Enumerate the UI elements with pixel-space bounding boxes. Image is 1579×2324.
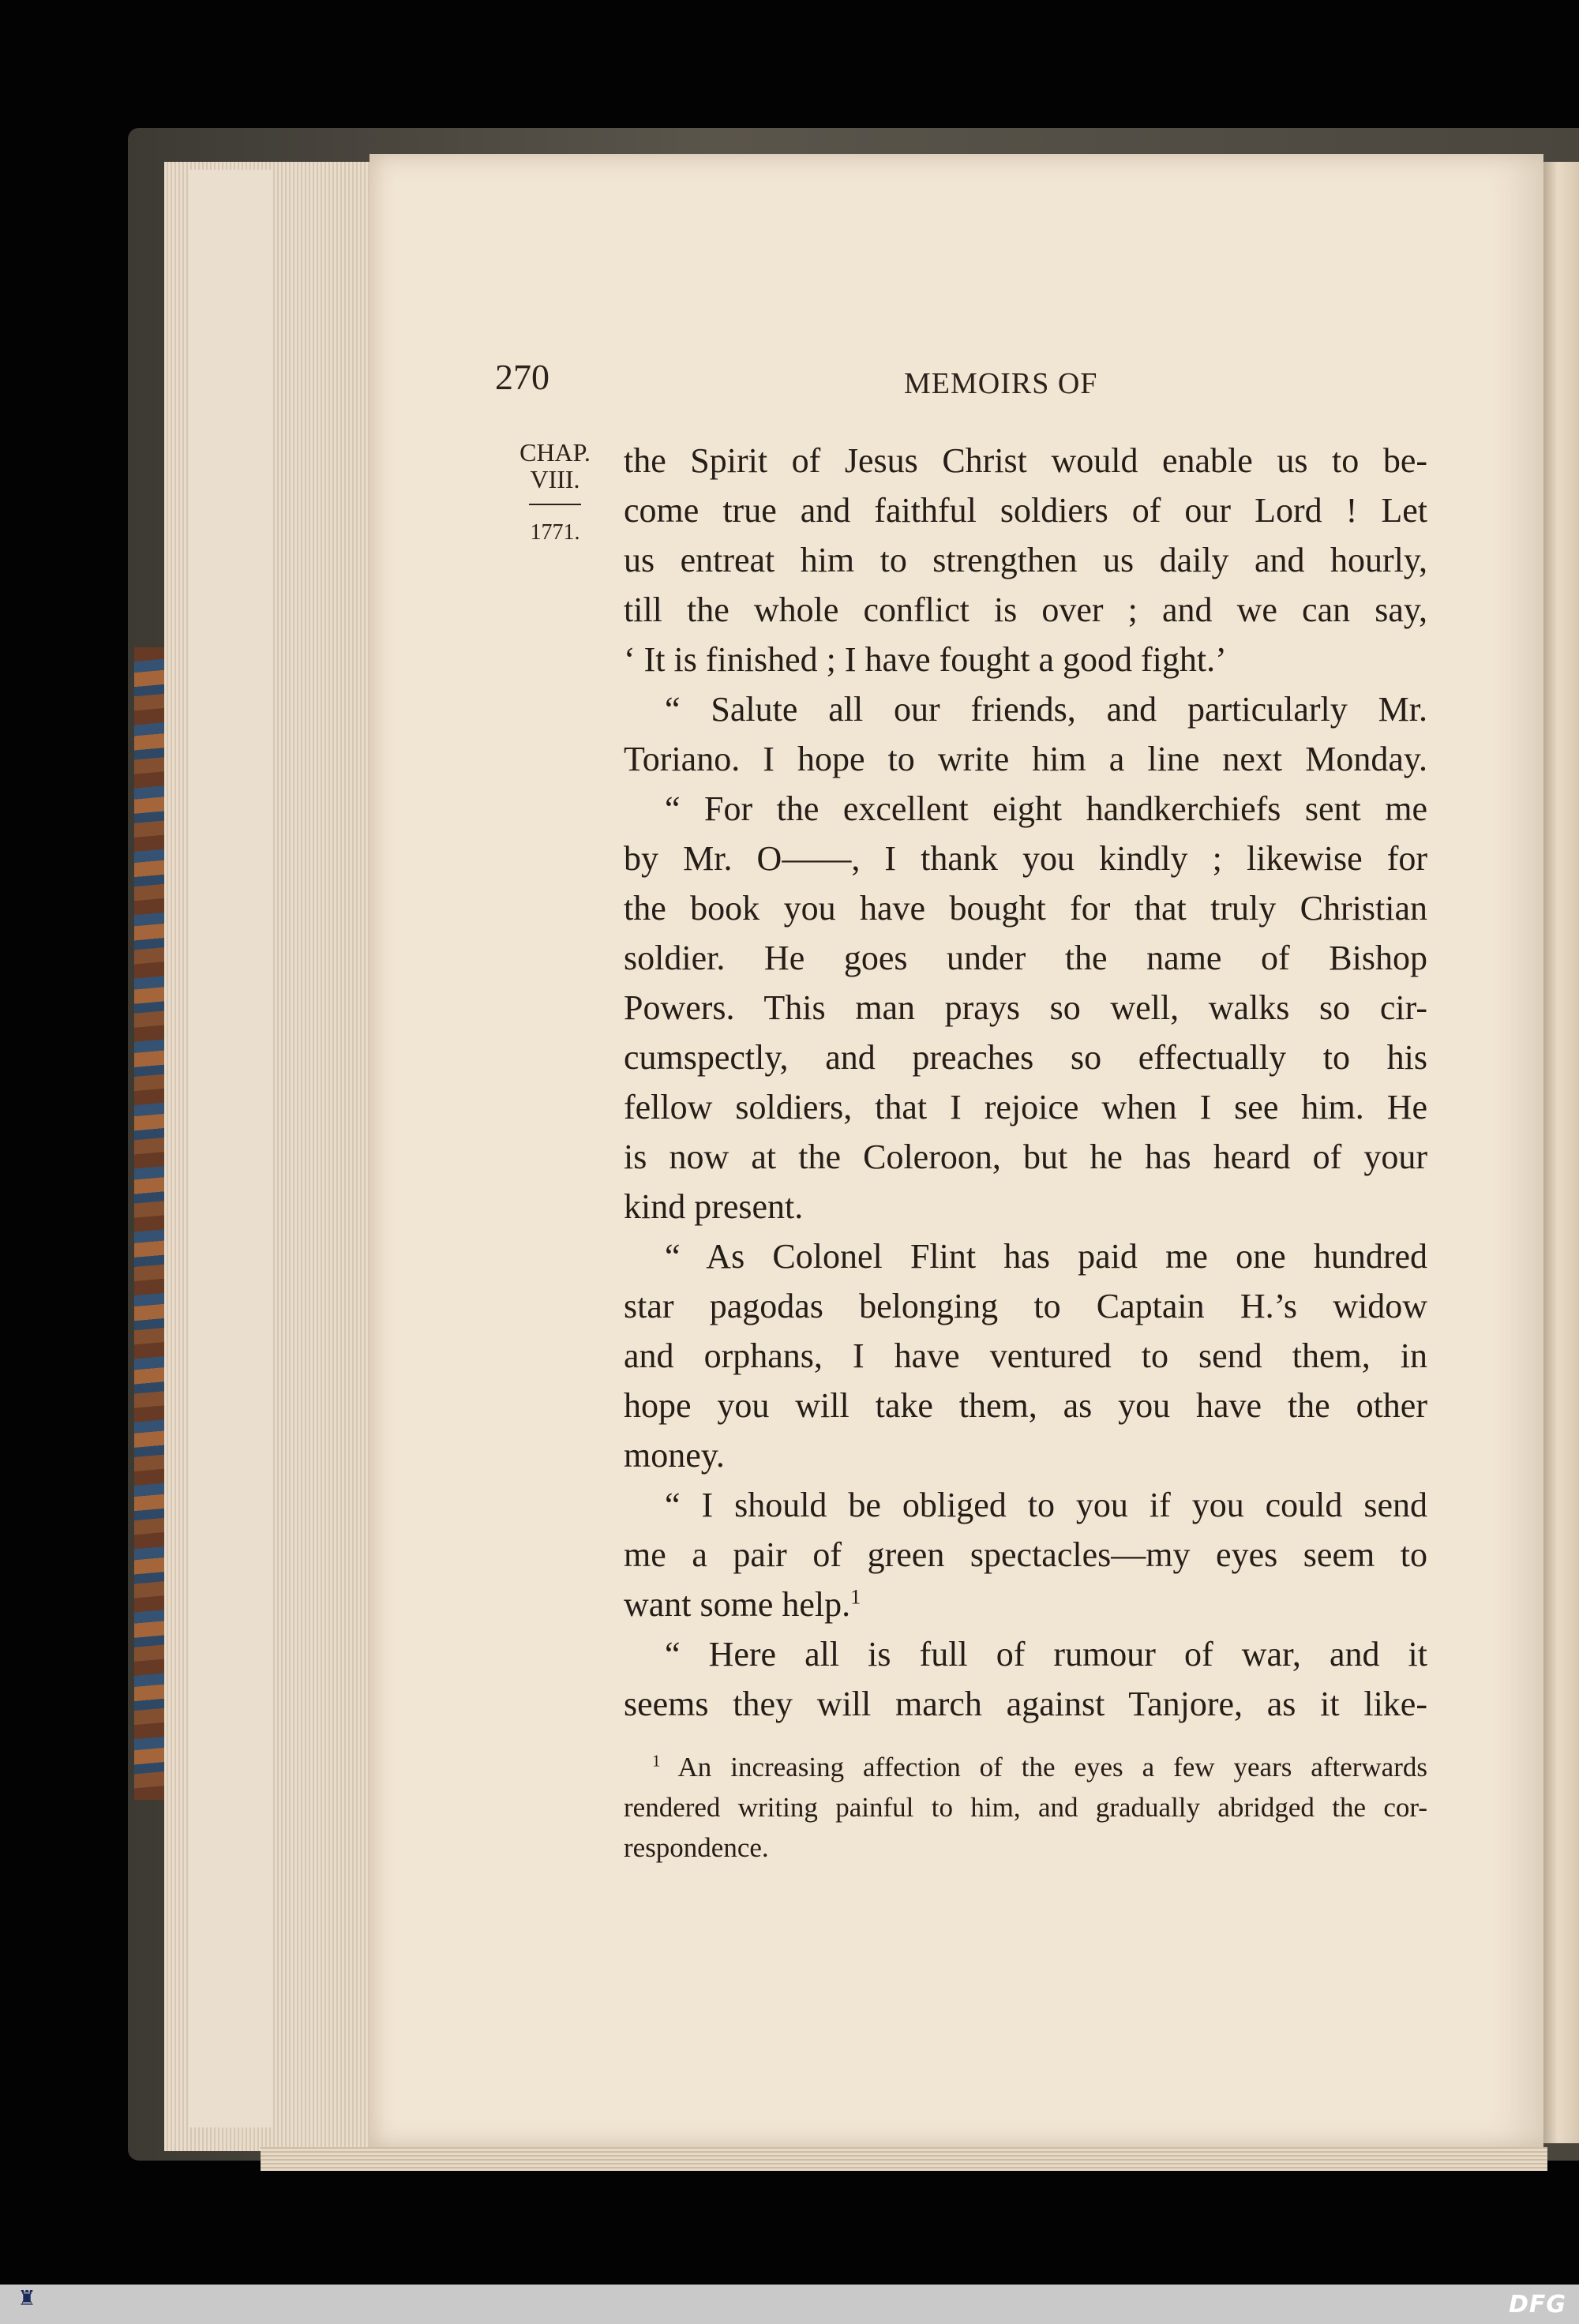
- text-line: hope you will take them, as you have the other: [624, 1386, 1427, 1425]
- text-line: till the whole conflict is over ; and we can say,: [624, 590, 1427, 629]
- text-line: money.: [624, 1436, 725, 1475]
- footnote-reference: 1: [850, 1584, 861, 1609]
- footnote-line: [624, 1747, 1427, 1787]
- library-logo-icon: ♜: [17, 2287, 36, 2311]
- marbled-edge: [134, 647, 166, 1800]
- text-line: “ As Colonel Flint has paid me one hundred: [665, 1237, 1427, 1276]
- text-line: soldier. He goes under the name of Bishop: [624, 939, 1427, 977]
- body-text: [624, 436, 1427, 1729]
- text-line: come true and faithful soldiers of our Lord ! Let: [624, 491, 1427, 530]
- text-line: by Mr. O——, I thank you kindly ; likewise for: [624, 839, 1427, 878]
- text-line: “ Salute all our friends, and particularly Mr.: [665, 690, 1427, 729]
- viewer-footer: [0, 2285, 1579, 2324]
- text-line: kind present.: [624, 1187, 804, 1226]
- chapter-number: VIII.: [530, 465, 580, 493]
- text-line: ‘ It is finished ; I have fought a good fight.’: [624, 640, 1227, 679]
- text-line: me a pair of green spectacles—my eyes seem to: [624, 1535, 1427, 1574]
- text-line: is now at the Coleroon, but he has heard of your: [624, 1138, 1427, 1176]
- page-number: 270: [495, 357, 549, 397]
- footnote: [624, 1747, 1427, 1868]
- running-head: MEMOIRS OF: [904, 367, 1098, 400]
- right-page-edge: [1543, 162, 1579, 2143]
- text-line: “ I should be obliged to you if you could send: [665, 1486, 1427, 1524]
- chapter-label: CHAP.: [519, 438, 591, 467]
- text-line: cumspectly, and preaches so effectually to his: [624, 1038, 1427, 1077]
- text-line: and orphans, I have ventured to send them, in: [624, 1336, 1427, 1375]
- text-line: fellow soldiers, that I rejoice when I see him. He: [624, 1088, 1427, 1126]
- text-line: [624, 1580, 1427, 1629]
- footnote-line-content: An increasing affection of the eyes a few years afterwards: [677, 1752, 1427, 1782]
- page-stack-inner: [189, 170, 272, 2127]
- text-line: us entreat him to strengthen us daily and hourly,: [624, 541, 1427, 579]
- text-line: “ Here all is full of rumour of war, and it: [665, 1635, 1427, 1674]
- text-line: seems they will march against Tanjore, as it like-: [624, 1685, 1427, 1723]
- dfg-logo[interactable]: DFG: [1508, 2291, 1566, 2318]
- margin-rule: [529, 504, 581, 505]
- text-line: the book you have bought for that truly Christian: [624, 889, 1427, 928]
- footnote-line: respondence.: [624, 1832, 769, 1863]
- text-line: Powers. This man prays so well, walks so cir-: [624, 988, 1427, 1027]
- text-line: Toriano. I hope to write him a line next Monday.: [624, 740, 1427, 778]
- footnote-marker: 1: [652, 1751, 661, 1771]
- text-line: “ For the excellent eight handkerchiefs sent me: [665, 789, 1427, 828]
- footnote-line: rendered writing painful to him, and gradually abridged the cor-: [624, 1792, 1427, 1823]
- library-logo[interactable]: [11, 2288, 43, 2321]
- text-line-content: want some help.: [624, 1585, 851, 1624]
- page-bottom-edge: [261, 2147, 1547, 2171]
- text-line: star pagodas belonging to Captain H.’s widow: [624, 1287, 1427, 1325]
- year-label: 1771.: [530, 520, 580, 545]
- margin-note: [512, 439, 598, 546]
- text-line: the Spirit of Jesus Christ would enable us to be-: [624, 441, 1427, 480]
